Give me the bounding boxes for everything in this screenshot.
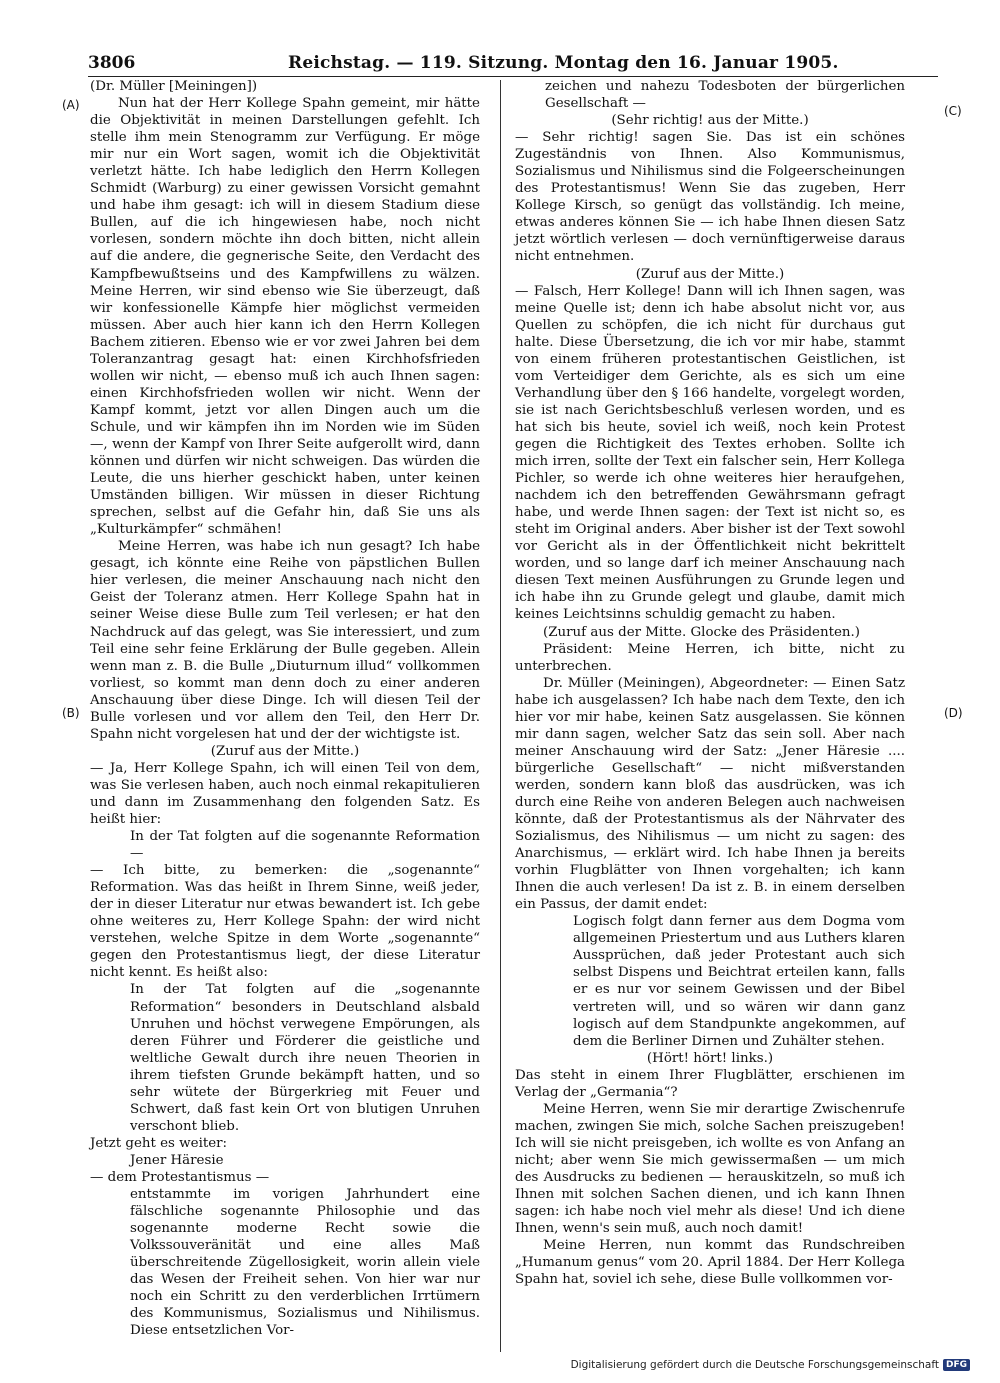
- right-column: [515, 78, 905, 1288]
- interjection: (Zuruf aus der Mitte.): [635, 266, 785, 282]
- footer: [571, 1359, 970, 1371]
- quotation: In der Tat folgten auf die sogenannte Reformation —: [130, 829, 480, 862]
- margin-marker-a: (A): [62, 98, 80, 112]
- paragraph: — Sehr richtig! sagen Sie. Das ist ein schönes Zugeständnis von Ihnen. Also Kommunismus, Sozialismus und Nihilismus sind die Folgeerscheinungen des Protestantismus! Wenn Sie das zugeben, Herr Kollege Kirsch, so genügt das vollständig. Ich meine, etwas anderes können Sie — ich habe Ihnen diesen Satz jetzt wörtlich verlesen — doch vernünftigerweise daraus nicht entnehmen.: [515, 130, 905, 265]
- quotation: In der Tat folgten auf die „sogenannte Reformation“ besonders in Deutschland alsbald Unruhen und höchst verwegene Empörungen, als deren Führer und Förderer die geistliche und weltliche Gewalt durch ihre neuen Theorien in ihrem tiefsten Grunde bekämpft hatten, und so sehr wütete der Bürgerkrieg mit Feuer und Schwert, daß fast kein Ort von blutigen Unruhen verschont blieb.: [130, 982, 480, 1134]
- left-column: [90, 78, 480, 1339]
- paragraph: — Ja, Herr Kollege Spahn, ich will einen Teil von dem, was Sie verlesen haben, auch noch einmal rekapitulieren und dann im Zusammenhang den folgenden Satz. Es heißt hier:: [90, 760, 480, 828]
- paragraph: Meine Herren, was habe ich nun gesagt? Ich habe gesagt, ich könnte eine Reihe von päpstlichen Bullen hier verlesen, die meiner Anschauung nach nicht den Geist der Toleranz atmen. Herr Kollege Spahn hat in seiner Weise diese Bulle zum Teil verlesen; er hat den Nachdruck auf das gelegt, was Sie interessiert, und zum Teil eine sehr feine Erklärung der Bulle gegeben. Allein wenn man z. B. die Bulle „Diuturnum illud“ vollkommen vorliest, so kommt man denn doch zu einer anderen Anschauung über diese Dinge. Ich will diesen Teil der Bulle vorlesen und vor allem den Teil, den Herr Dr. Spahn nicht vorgelesen hat und der der wichtigste ist.: [90, 539, 480, 742]
- footer-text: Digitalisierung gefördert durch die Deutsche Forschungsgemeinschaft: [570, 1359, 939, 1371]
- paragraph: — Ich bitte, zu bemerken: die „sogenannte“ Reformation. Was das heißt in Ihrem Sinne, weiß jeder, der in dieser Literatur nur etwas bewandert ist. Ich gebe ohne weiteres zu, Herr Kollege Spahn: der wird nicht verstehen, welche Spitze in dem Worte „sogenannte“ gegen den Protestantismus liegt, der diese Literatur nicht kennt. Es heißt also:: [90, 863, 480, 981]
- paragraph: Meine Herren, wenn Sie mir derartige Zwischenrufe machen, zwingen Sie mich, solche Sachen preiszugeben! Ich will sie nicht preisgeben, ich wollte es von Anfang an nicht; aber wenn Sie mich gewissermaßen — um mich des Ausdrucks zu bedienen — herauskitzeln, so muß ich Ihnen mit solchen Sachen dienen, und ich kann Ihnen sagen: ich habe noch viel mehr als diese! Und ich diene Ihnen, wenn's sein muß, auch noch damit!: [515, 1101, 905, 1237]
- paragraph: Jetzt geht es weiter:: [90, 1135, 228, 1151]
- quotation: Jener Häresie: [130, 1152, 224, 1168]
- paragraph: Meine Herren, nun kommt das Rundschreiben „Humanum genus“ vom 20. April 1884. Der Herr Kollega Spahn hat, soviel ich sehe, diese Bulle vollkommen vor-: [515, 1238, 905, 1288]
- interjection: (Sehr richtig! aus der Mitte.): [611, 113, 809, 129]
- margin-marker-c: (C): [944, 104, 962, 118]
- column-divider: [500, 80, 501, 1352]
- paragraph: — Falsch, Herr Kollege! Dann will ich Ihnen sagen, was meine Quelle ist; denn ich habe absolut nicht vor, aus Quellen zu schöpfen, die ich nicht für durchaus gut halte. Diese Übersetzung, die ich vor mir habe, stammt von einem früheren protestantischen Geistlichen, ist vom Verteidiger dem Gerichte, als es sich um eine Verhandlung über den § 166 handelte, vorgelegt worden, sie ist nach Gerichtsbeschluß verlesen worden, und es hat sich bis heute, soviel ich weiß, noch kein Protest gegen die Richtigkeit des Textes erhoben. Sollte ich mich irren, sollte der Text ein falscher sein, Herr Kollega Pichler, so werde ich ohne weiteres hier heraufgehen, nachdem ich den betreffenden Gewährsmann gefragt habe, und werde Ihnen sagen: der Text ist nicht so, es steht im Original anders. Aber bisher ist der Text sowohl vor Gericht als in der Öffentlichkeit nicht bekrittelt worden, und so lange darf ich meiner Anschauung nach diesen Text meinen Ausführungen zu Grunde legen und ich habe ihn zu Grunde gelegt und glaube, damit mich keines Leichtsinns schuldig gemacht zu haben.: [515, 283, 905, 623]
- speaker-paragraph: Dr. Müller (Meiningen), Abgeordneter: — Einen Satz habe ich ausgelassen? Ich habe nach dem Texte, den ich hier vor mir habe, keinen Satz ausgelassen. Sie können mir dann sagen, welcher Satz das sein soll. Aber nach meiner Anschauung wird der Satz: „Jener Häresie .... bürgerliche Gesellschaft“ — nicht mißverstanden werden, sondern kann bloß das ausdrücken, was ich durch eine Reihe von anderen Belegen auch nachweisen könnte, daß der Protestantismus als der Nährvater des Sozialismus, des Nihilismus — um nicht zu sagen: des Anarchismus, — erklärt wird. Ich habe Ihnen ja bereits vorhin Flugblätter von Ihnen vorgehalten; ich kann Ihnen die auch verlesen! Da ist z. B. in einem derselben ein Passus, der damit endet:: [515, 675, 905, 913]
- speaker-continuation: (Dr. Müller [Meiningen]): [90, 79, 258, 94]
- dfg-logo: DFG: [943, 1359, 970, 1371]
- interjection: (Zuruf aus der Mitte. Glocke des Präsidenten.): [543, 624, 861, 640]
- interjection: (Hört! hört! links.): [646, 1050, 774, 1066]
- paragraph: Das steht in einem Ihrer Flugblätter, erschienen im Verlag der „Germania“?: [515, 1067, 905, 1100]
- page-header: [88, 50, 938, 77]
- paragraph: Nun hat der Herr Kollege Spahn gemeint, mir hätte die Objektivität in meinen Darstellungen gefehlt. Ich stelle ihm mein Stenogramm zur Verfügung. Er möge mir nur ein Wort sagen, womit ich die Objektivität verletzt hätte. Ich habe lediglich den Herrn Kollegen Schmidt (Warburg) zu einer gewissen Vorsicht gemahnt und habe ihm gesagt: ich will in diesem Stadium diese Bullen, auf die ich hingewiesen habe, noch nicht vorlesen, sondern möchte ihn doch bitten, nicht allein auf die andere, die gegnerische Seite, den Verdacht des Kampfbewußtseins und des Kampfwillens zu wälzen. Meine Herren, wir sind ebenso wie Sie überzeugt, daß wir konfessionelle Kämpfe hier möglichst vermeiden müssen. Aber auch hier kann ich den Herrn Kollegen Bachem zitieren. Ebenso wie er vor zwei Jahren bei dem Toleranzantrag gesagt hat: einen Kirchhofsfrieden wollen wir nicht, — ebenso muß ich auch Ihnen sagen: einen Kirchhofsfrieden wollen wir nicht. Wenn der Kampf kommt, jetzt vor allen Dingen auch um die Schule, und wir kämpfen ihn im Norden wie im Süden —, wenn der Kampf von Ihrer Seite aufgerollt wird, dann können und dürfen wir nicht schweigen. Das würden die Leute, die uns hierher geschickt haben, unter keinen Umständen billigen. Wir müssen in dieser Richtung sprechen, selbst auf die Gefahr hin, daß Sie uns als „Kulturkämpfer“ schmähen!: [90, 96, 480, 538]
- quotation: entstammte im vorigen Jahrhundert eine fälschliche sogenannte Philosophie und das sogenannte moderne Recht sowie die Volkssouveränität und eine alles Maß überschreitende Zügellosigkeit, worin allein viele das Wesen der Freiheit sehen. Von hier war nur noch ein Schritt zu den verderblichen Irrtümern des Kommunismus, Sozialismus und Nihilismus. Diese entsetzlichen Vor-: [130, 1187, 480, 1339]
- interjection: (Zuruf aus der Mitte.): [210, 743, 360, 759]
- page-title: Reichstag. — 119. Sitzung. Montag den 16. Januar 1905.: [288, 53, 839, 73]
- page-number: 3806: [88, 53, 136, 73]
- margin-marker-b: (B): [62, 706, 80, 720]
- paragraph: — dem Protestantismus —: [90, 1170, 270, 1185]
- president-remark: Präsident: Meine Herren, ich bitte, nicht zu unterbrechen.: [515, 641, 905, 674]
- quotation: zeichen und nahezu Todesboten der bürgerlichen Gesellschaft —: [545, 79, 905, 112]
- margin-marker-d: (D): [944, 706, 963, 720]
- quotation: Logisch folgt dann ferner aus dem Dogma vom allgemeinen Priestertum und aus Luthers klaren Aussprüchen, daß jeder Protestant auch sich selbst Dispens und Beichtrat erteilen kann, falls er es nur vor seinem Gewissen und der Bibel vertreten will, und so wären wir dann ganz logisch auf dem Standpunkte angekommen, auf dem die Berliner Dirnen und Zuhälter stehen.: [573, 914, 905, 1049]
